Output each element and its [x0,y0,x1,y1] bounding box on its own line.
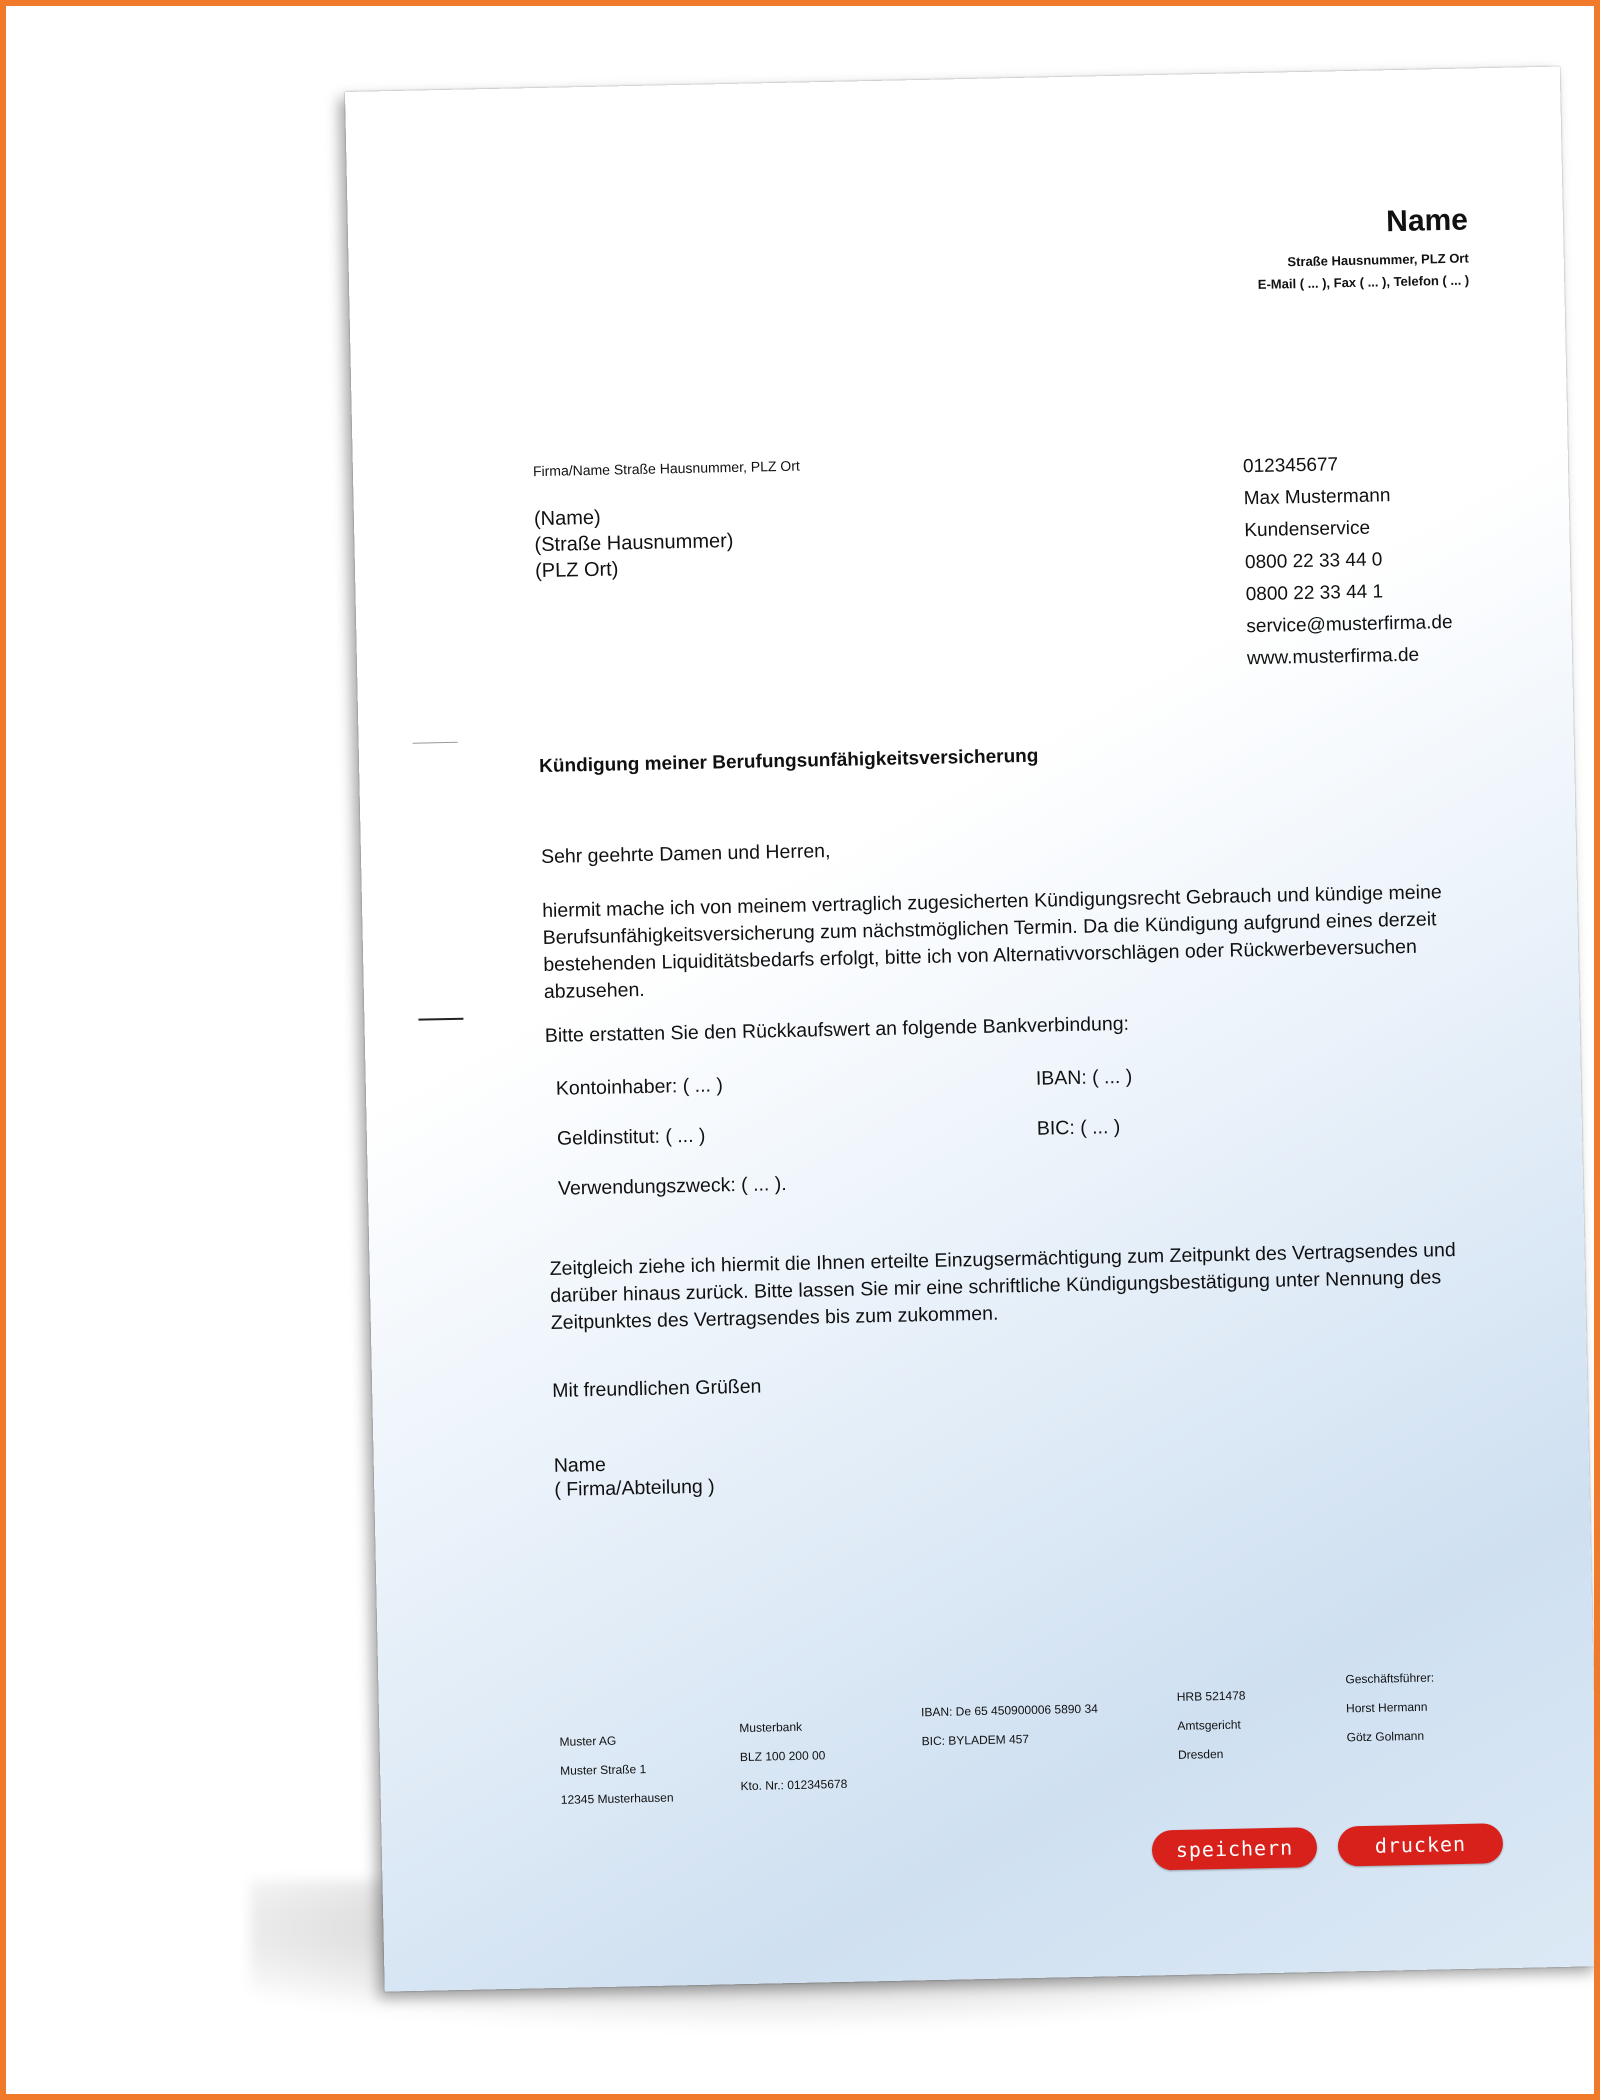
body-paragraph-2: Zeitgleich ziehe ich hiermit die Ihnen erteilte Einzugsermächtigung zum Zeitpunkt des Vertragsendes und darüber hinaus zurück. Bitte lassen Sie mir eine schriftliche Kündigungsbestätigung unter Nennung des Zeitpunktes des Vertragsendes bis zum zukommen. [549,1238,1456,1334]
sender-name: Name [1385,203,1469,239]
sender-contact: E-Mail ( ... ), Fax ( ... ), Telefon ( ... ) [1257,272,1470,292]
contact-person: Max Mustermann [1243,485,1391,510]
print-button[interactable]: drucken [1338,1823,1504,1866]
save-button[interactable]: speichern [1152,1827,1318,1870]
contact-reference: 012345677 [1242,454,1339,478]
bank-intro: Bitte erstatten Sie den Rückkaufswert an folgende Bankverbindung: [544,1012,1130,1048]
payment-purpose: Verwendungszweck: ( ... ). [557,1172,787,1200]
fold-mark-middle [418,1018,463,1021]
signature [554,1434,1485,1501]
letter-page [345,67,1600,1992]
signature-department: ( Firma/Abteilung ) [554,1475,715,1501]
footer-company [559,1726,674,1815]
contact-fax: 0800 22 33 44 1 [1245,581,1384,606]
footer-company-street: Muster Straße 1 [560,1762,647,1778]
bank-institution: Geldinstitut: ( ... ) [556,1124,706,1150]
footer-iban-number: IBAN: De 65 450900006 5890 34 [920,1701,1098,1720]
footer-account-number: Kto. Nr.: 012345678 [740,1776,848,1794]
footer-management-title: Geschäftsführer: [1345,1670,1435,1687]
footer-register [1177,1681,1248,1769]
footer-iban [921,1695,1099,1757]
recipient-street: (Straße Hausnummer) [534,529,734,557]
footer-manager-2: Götz Golmann [1346,1728,1425,1745]
bank-bic: BIC: ( ... ) [1036,1115,1121,1140]
body-paragraph-1: hiermit mache ich von meinem vertraglich zugesicherten Kündigungsrecht Gebrauch und kündige meine Berufsunfähigkeitsversicherung zum nächstmöglichen Termin. Da die Kündigung aufgrund eines derzeit bestehenden Liquiditätsbedarfs erfolgt, bitte ich von Alternativvorschlägen oder Rückwerbeversuchen abzusehen. [541,881,1442,1004]
footer-manager-1: Horst Hermann [1345,1699,1428,1716]
closing: Mit freundlichen Grüßen [552,1375,762,1402]
return-address: Firma/Name Straße Hausnummer, PLZ Ort [532,457,800,480]
footer-bic: BIC: BYLADEM 457 [921,1732,1030,1749]
footer-hrb: HRB 521478 [1176,1688,1246,1704]
signature-name: Name [553,1453,607,1477]
footer-company-city: 12345 Musterhausen [560,1790,674,1807]
recipient-city: (PLZ Ort) [534,558,619,583]
account-holder: Kontoinhaber: ( ... ) [555,1074,724,1100]
fold-mark-top [413,742,458,744]
sender-address: Straße Hausnummer, PLZ Ort [1287,250,1469,270]
footer-bank-code: BLZ 100 200 00 [739,1748,826,1765]
footer-court-city: Dresden [1177,1746,1224,1762]
letter-subject: Kündigung meiner Berufungsunfähigkeitsversicherung [538,745,1039,778]
footer-company-name: Muster AG [559,1733,617,1749]
contact-website: www.musterfirma.de [1246,644,1420,670]
salutation: Sehr geehrte Damen und Herren, [540,840,831,869]
contact-email: service@musterfirma.de [1246,611,1453,638]
footer-court: Amtsgericht [1177,1717,1241,1733]
recipient-address [534,502,735,584]
contact-phone: 0800 22 33 44 0 [1244,549,1383,574]
footer-bank-name: Musterbank [739,1719,803,1736]
footer-management [1345,1664,1436,1753]
contact-block [1243,447,1454,675]
bank-iban: IBAN: ( ... ) [1035,1065,1133,1090]
recipient-name: (Name) [533,506,601,531]
footer-bank [739,1712,848,1801]
contact-department: Kundenservice [1244,517,1371,542]
